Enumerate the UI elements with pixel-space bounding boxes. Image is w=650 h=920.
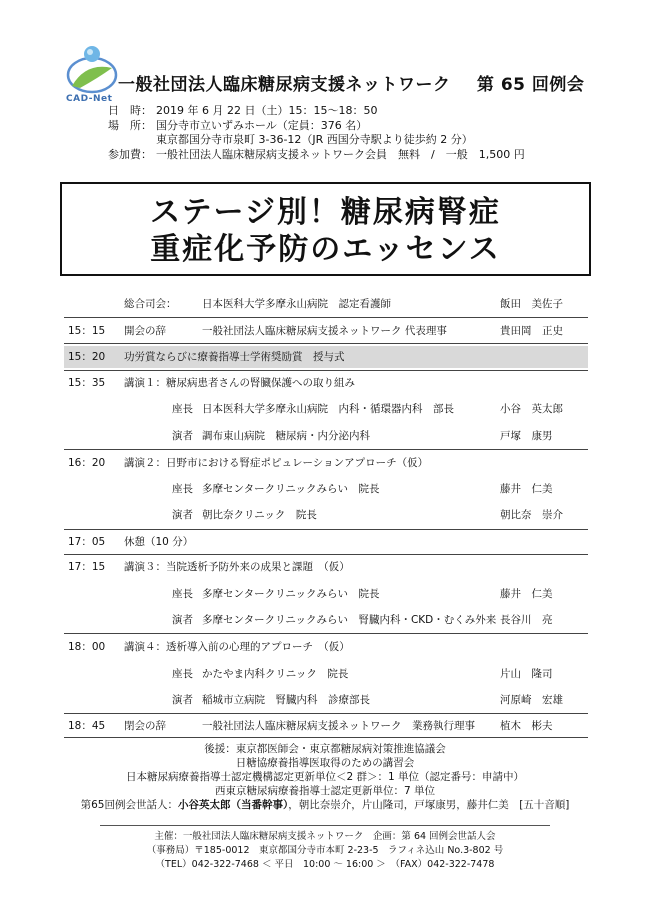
speaker-role: 演者	[172, 694, 193, 706]
divider	[64, 449, 588, 450]
closing-org: 一般社団法人臨床糖尿病支援ネットワーク 業務執行理事	[202, 720, 475, 732]
lecture-3-chair-row	[64, 585, 588, 603]
chair-name: 藤井 仁美	[500, 483, 553, 495]
title-line-1: ステージ別！糖尿病腎症	[150, 195, 501, 230]
lecture-2-chair-row	[64, 480, 588, 498]
speaker-name: 長谷川 亮	[500, 614, 553, 626]
speaker-affiliation: 稲城市立病院 腎臓内科 診療部長	[202, 694, 370, 706]
footer-line-3: （TEL）042-322-7468 ＜ 平日 10:00 〜 16:00 ＞ （FAX）042-322-7478	[155, 859, 495, 870]
organizers-rest: ，朝比奈崇介，片山隆司，戸塚康男，藤井仁美 [五十音順]	[288, 799, 570, 811]
divider	[64, 370, 588, 371]
divider	[64, 554, 588, 555]
opening-time: 15：15	[68, 325, 106, 337]
speaker-name: 朝比奈 崇介	[500, 509, 563, 521]
chair-affiliation: 日本医科大学多摩永山病院 内科・循環器内科 部長	[202, 403, 454, 415]
moderator-name: 飯田 美佐子	[500, 298, 563, 310]
speaker-role: 演者	[172, 430, 193, 442]
moderator-org: 日本医科大学多摩永山病院 認定看護師	[202, 298, 391, 310]
lecture-4-time: 18：00	[68, 641, 106, 653]
lecture-3-speaker-row	[64, 611, 588, 629]
organizers-line	[0, 798, 650, 812]
closing-label: 閉会の辞	[124, 720, 166, 732]
divider	[64, 713, 588, 714]
lecture-1-time: 15：35	[68, 377, 106, 389]
break-time: 17：05	[68, 536, 106, 548]
chair-affiliation: 多摩センタークリニックみらい 院長	[202, 483, 380, 495]
header-title	[118, 70, 584, 95]
moderator-label: 総合司会：	[124, 298, 177, 310]
footer	[0, 830, 650, 872]
event-address: 東京都国分寺市泉町 3-36-12（JR 西国分寺駅より徒歩約 2 分）	[156, 133, 473, 146]
award-label: 功労賞ならびに療養指導士学術奨励賞 授与式	[124, 351, 345, 363]
lecture-3-title: 講演３：当院透析予防外来の成果と課題 （仮）	[124, 561, 350, 573]
lecture-1-chair-row	[64, 400, 588, 418]
divider	[64, 633, 588, 634]
meeting-number: 第 65 回例会	[476, 75, 585, 95]
event-date: 2019 年 6 月 22 日（土）15：15〜18：50	[156, 104, 378, 117]
program-row-lecture-1	[64, 374, 588, 392]
footer-line-2: （事務局）〒185-0012 東京都国分寺市本町 2-23-5 ラフィネ込山 No.3-802 号	[146, 845, 504, 856]
notes-line-1: 後援：東京都医師会・東京都糖尿病対策推進協議会	[204, 743, 446, 755]
date-label: 日 時：	[108, 104, 152, 117]
org-name: 一般社団法人臨床糖尿病支援ネットワーク	[118, 75, 451, 95]
closing-time: 18：45	[68, 720, 106, 732]
program-row-award	[64, 346, 588, 368]
chair-name: 片山 隆司	[500, 668, 553, 680]
fee-label: 参加費：	[108, 147, 152, 161]
main-title-box	[60, 182, 591, 276]
program-row-lecture-2	[64, 454, 588, 472]
divider	[64, 737, 588, 738]
chair-role: 座長	[172, 668, 193, 680]
divider	[64, 343, 588, 344]
divider	[64, 529, 588, 530]
speaker-name: 戸塚 康男	[500, 430, 553, 442]
chair-role: 座長	[172, 588, 193, 600]
event-venue: 国分寺市立いずみホール（定員：376 名）	[156, 118, 368, 132]
lecture-2-title: 講演２：日野市における腎症ポピュレーションアプローチ（仮）	[124, 457, 429, 469]
opening-name: 貴田岡 正史	[500, 325, 563, 337]
lecture-2-speaker-row	[64, 506, 588, 524]
logo-caption: CAD-Net	[66, 94, 113, 104]
opening-org: 一般社団法人臨床糖尿病支援ネットワーク 代表理事	[202, 325, 447, 337]
closing-name: 植木 彬夫	[500, 720, 553, 732]
chair-affiliation: かたやま内科クリニック 院長	[202, 668, 349, 680]
program-row-opening	[64, 322, 588, 340]
footer-line-1: 主催：一般社団法人臨床糖尿病支援ネットワーク 企画：第 64 回例会世話人会	[154, 831, 496, 842]
speaker-role: 演者	[172, 509, 193, 521]
event-info	[108, 104, 525, 162]
program-row-lecture-3	[64, 558, 588, 576]
chair-affiliation: 多摩センタークリニックみらい 院長	[202, 588, 380, 600]
chair-role: 座長	[172, 483, 193, 495]
lecture-1-speaker-row	[64, 427, 588, 445]
title-line-2: 重症化予防のエッセンス	[150, 232, 501, 267]
organizers-label: 第65回例会世話人：	[80, 799, 178, 811]
lecture-1-title: 講演１：糖尿病患者さんの腎臓保護への取り組み	[124, 377, 355, 389]
organizers-lead: 小谷英太郎（当番幹事）	[177, 799, 289, 811]
lecture-4-chair-row	[64, 665, 588, 683]
program-row-lecture-4	[64, 638, 588, 656]
award-time: 15：20	[68, 351, 106, 363]
lecture-2-time: 16：20	[68, 457, 106, 469]
break-label: 休憩（10 分）	[124, 536, 194, 548]
speaker-affiliation: 多摩センタークリニックみらい 腎臓内科・CKD・むくみ外来	[202, 614, 497, 626]
divider	[64, 317, 588, 318]
sponsorship-notes	[0, 742, 650, 812]
speaker-affiliation: 朝比奈クリニック 院長	[202, 509, 317, 521]
program-row-break	[64, 533, 588, 551]
speaker-role: 演者	[172, 614, 193, 626]
lecture-4-title: 講演４：透析導入前の心理的アプローチ （仮）	[124, 641, 350, 653]
notes-line-2: 日糖協療養指導医取得のための講習会	[235, 757, 415, 769]
lecture-3-time: 17：15	[68, 561, 106, 573]
program-row-closing	[64, 717, 588, 735]
chair-role: 座長	[172, 403, 193, 415]
speaker-affiliation: 調布東山病院 糖尿病・内分泌内科	[202, 430, 370, 442]
event-fee: 一般社団法人臨床糖尿病支援ネットワーク会員 無料 / 一般 1,500 円	[156, 147, 525, 161]
opening-label: 開会の辞	[124, 325, 166, 337]
notes-line-3: 日本糖尿病療養指導士認定機構認定更新単位＜2 群＞：1 単位（認定番号：申請中）	[125, 771, 525, 783]
venue-label: 場 所：	[108, 118, 152, 132]
program-row-moderator	[64, 295, 588, 313]
chair-name: 小谷 英太郎	[500, 403, 563, 415]
lecture-4-speaker-row	[64, 691, 588, 709]
speaker-name: 河原崎 宏雄	[500, 694, 563, 706]
footer-divider	[100, 825, 550, 826]
notes-line-4: 西東京糖尿病療養指導士認定更新単位：7 単位	[214, 785, 436, 797]
chair-name: 藤井 仁美	[500, 588, 553, 600]
